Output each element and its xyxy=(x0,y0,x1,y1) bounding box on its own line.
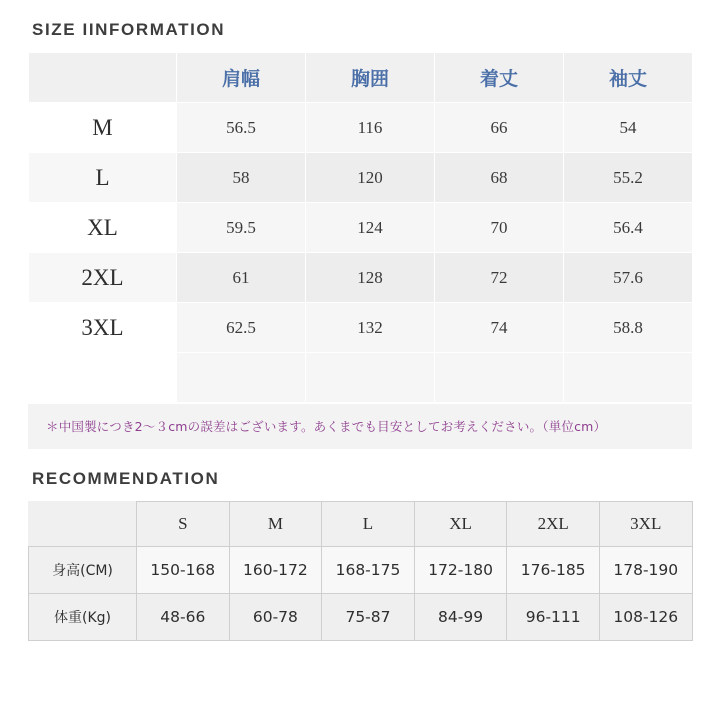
empty-cell xyxy=(435,353,564,403)
rec-cell: 172-180 xyxy=(414,547,507,594)
cell-chest: 124 xyxy=(306,203,435,253)
rec-cell: 108-126 xyxy=(599,594,692,641)
cell-chest: 128 xyxy=(306,253,435,303)
size-label: XL xyxy=(29,203,177,253)
size-table-header-row xyxy=(29,53,693,103)
cell-chest: 116 xyxy=(306,103,435,153)
table-row xyxy=(29,253,693,303)
cell-shoulder: 61 xyxy=(177,253,306,303)
size-header-shoulder: 肩幅 xyxy=(177,53,306,103)
cell-length: 72 xyxy=(435,253,564,303)
rec-header-l: L xyxy=(322,502,415,547)
rec-header-corner xyxy=(29,502,137,547)
table-row xyxy=(29,153,693,203)
size-label: L xyxy=(29,153,177,203)
size-header-chest: 胸囲 xyxy=(306,53,435,103)
size-label: 3XL xyxy=(29,303,177,353)
size-header-corner xyxy=(29,53,177,103)
table-row xyxy=(29,547,693,594)
cell-length: 68 xyxy=(435,153,564,203)
rec-header-m: M xyxy=(229,502,322,547)
rec-header-3xl: 3XL xyxy=(599,502,692,547)
size-header-sleeve: 袖丈 xyxy=(564,53,693,103)
cell-shoulder: 62.5 xyxy=(177,303,306,353)
cell-chest: 132 xyxy=(306,303,435,353)
table-row xyxy=(29,303,693,353)
cell-length: 70 xyxy=(435,203,564,253)
table-row xyxy=(29,594,693,641)
cell-sleeve: 58.8 xyxy=(564,303,693,353)
cell-sleeve: 55.2 xyxy=(564,153,693,203)
rec-cell: 48-66 xyxy=(137,594,230,641)
size-note: ＊中国製につき2～３cmの誤差はございます。あくまでも目安としてお考えください。（単位cm） xyxy=(28,404,692,449)
cell-shoulder: 56.5 xyxy=(177,103,306,153)
recommendation-table xyxy=(28,501,693,641)
cell-length: 74 xyxy=(435,303,564,353)
rec-cell: 75-87 xyxy=(322,594,415,641)
empty-cell xyxy=(306,353,435,403)
table-row xyxy=(29,203,693,253)
rec-cell: 178-190 xyxy=(599,547,692,594)
cell-sleeve: 54 xyxy=(564,103,693,153)
cell-chest: 120 xyxy=(306,153,435,203)
rec-cell: 150-168 xyxy=(137,547,230,594)
empty-cell xyxy=(29,353,177,403)
rec-header-xl: XL xyxy=(414,502,507,547)
cell-sleeve: 56.4 xyxy=(564,203,693,253)
cell-shoulder: 59.5 xyxy=(177,203,306,253)
empty-cell xyxy=(177,353,306,403)
size-label: M xyxy=(29,103,177,153)
rec-row-label-weight: 体重(Kg) xyxy=(29,594,137,641)
cell-sleeve: 57.6 xyxy=(564,253,693,303)
table-row xyxy=(29,103,693,153)
size-header-length: 着丈 xyxy=(435,53,564,103)
size-information-table xyxy=(28,52,693,403)
table-row-empty xyxy=(29,353,693,403)
recommendation-header-row xyxy=(29,502,693,547)
recommendation-section-title: RECOMMENDATION xyxy=(32,469,220,488)
size-section-title: SIZE IINFORMATION xyxy=(32,20,226,39)
cell-shoulder: 58 xyxy=(177,153,306,203)
cell-length: 66 xyxy=(435,103,564,153)
rec-header-s: S xyxy=(137,502,230,547)
rec-cell: 168-175 xyxy=(322,547,415,594)
rec-cell: 176-185 xyxy=(507,547,600,594)
rec-cell: 160-172 xyxy=(229,547,322,594)
size-label: 2XL xyxy=(29,253,177,303)
rec-cell: 96-111 xyxy=(507,594,600,641)
rec-cell: 60-78 xyxy=(229,594,322,641)
empty-cell xyxy=(564,353,693,403)
rec-cell: 84-99 xyxy=(414,594,507,641)
rec-header-2xl: 2XL xyxy=(507,502,600,547)
rec-row-label-height: 身高(CM) xyxy=(29,547,137,594)
